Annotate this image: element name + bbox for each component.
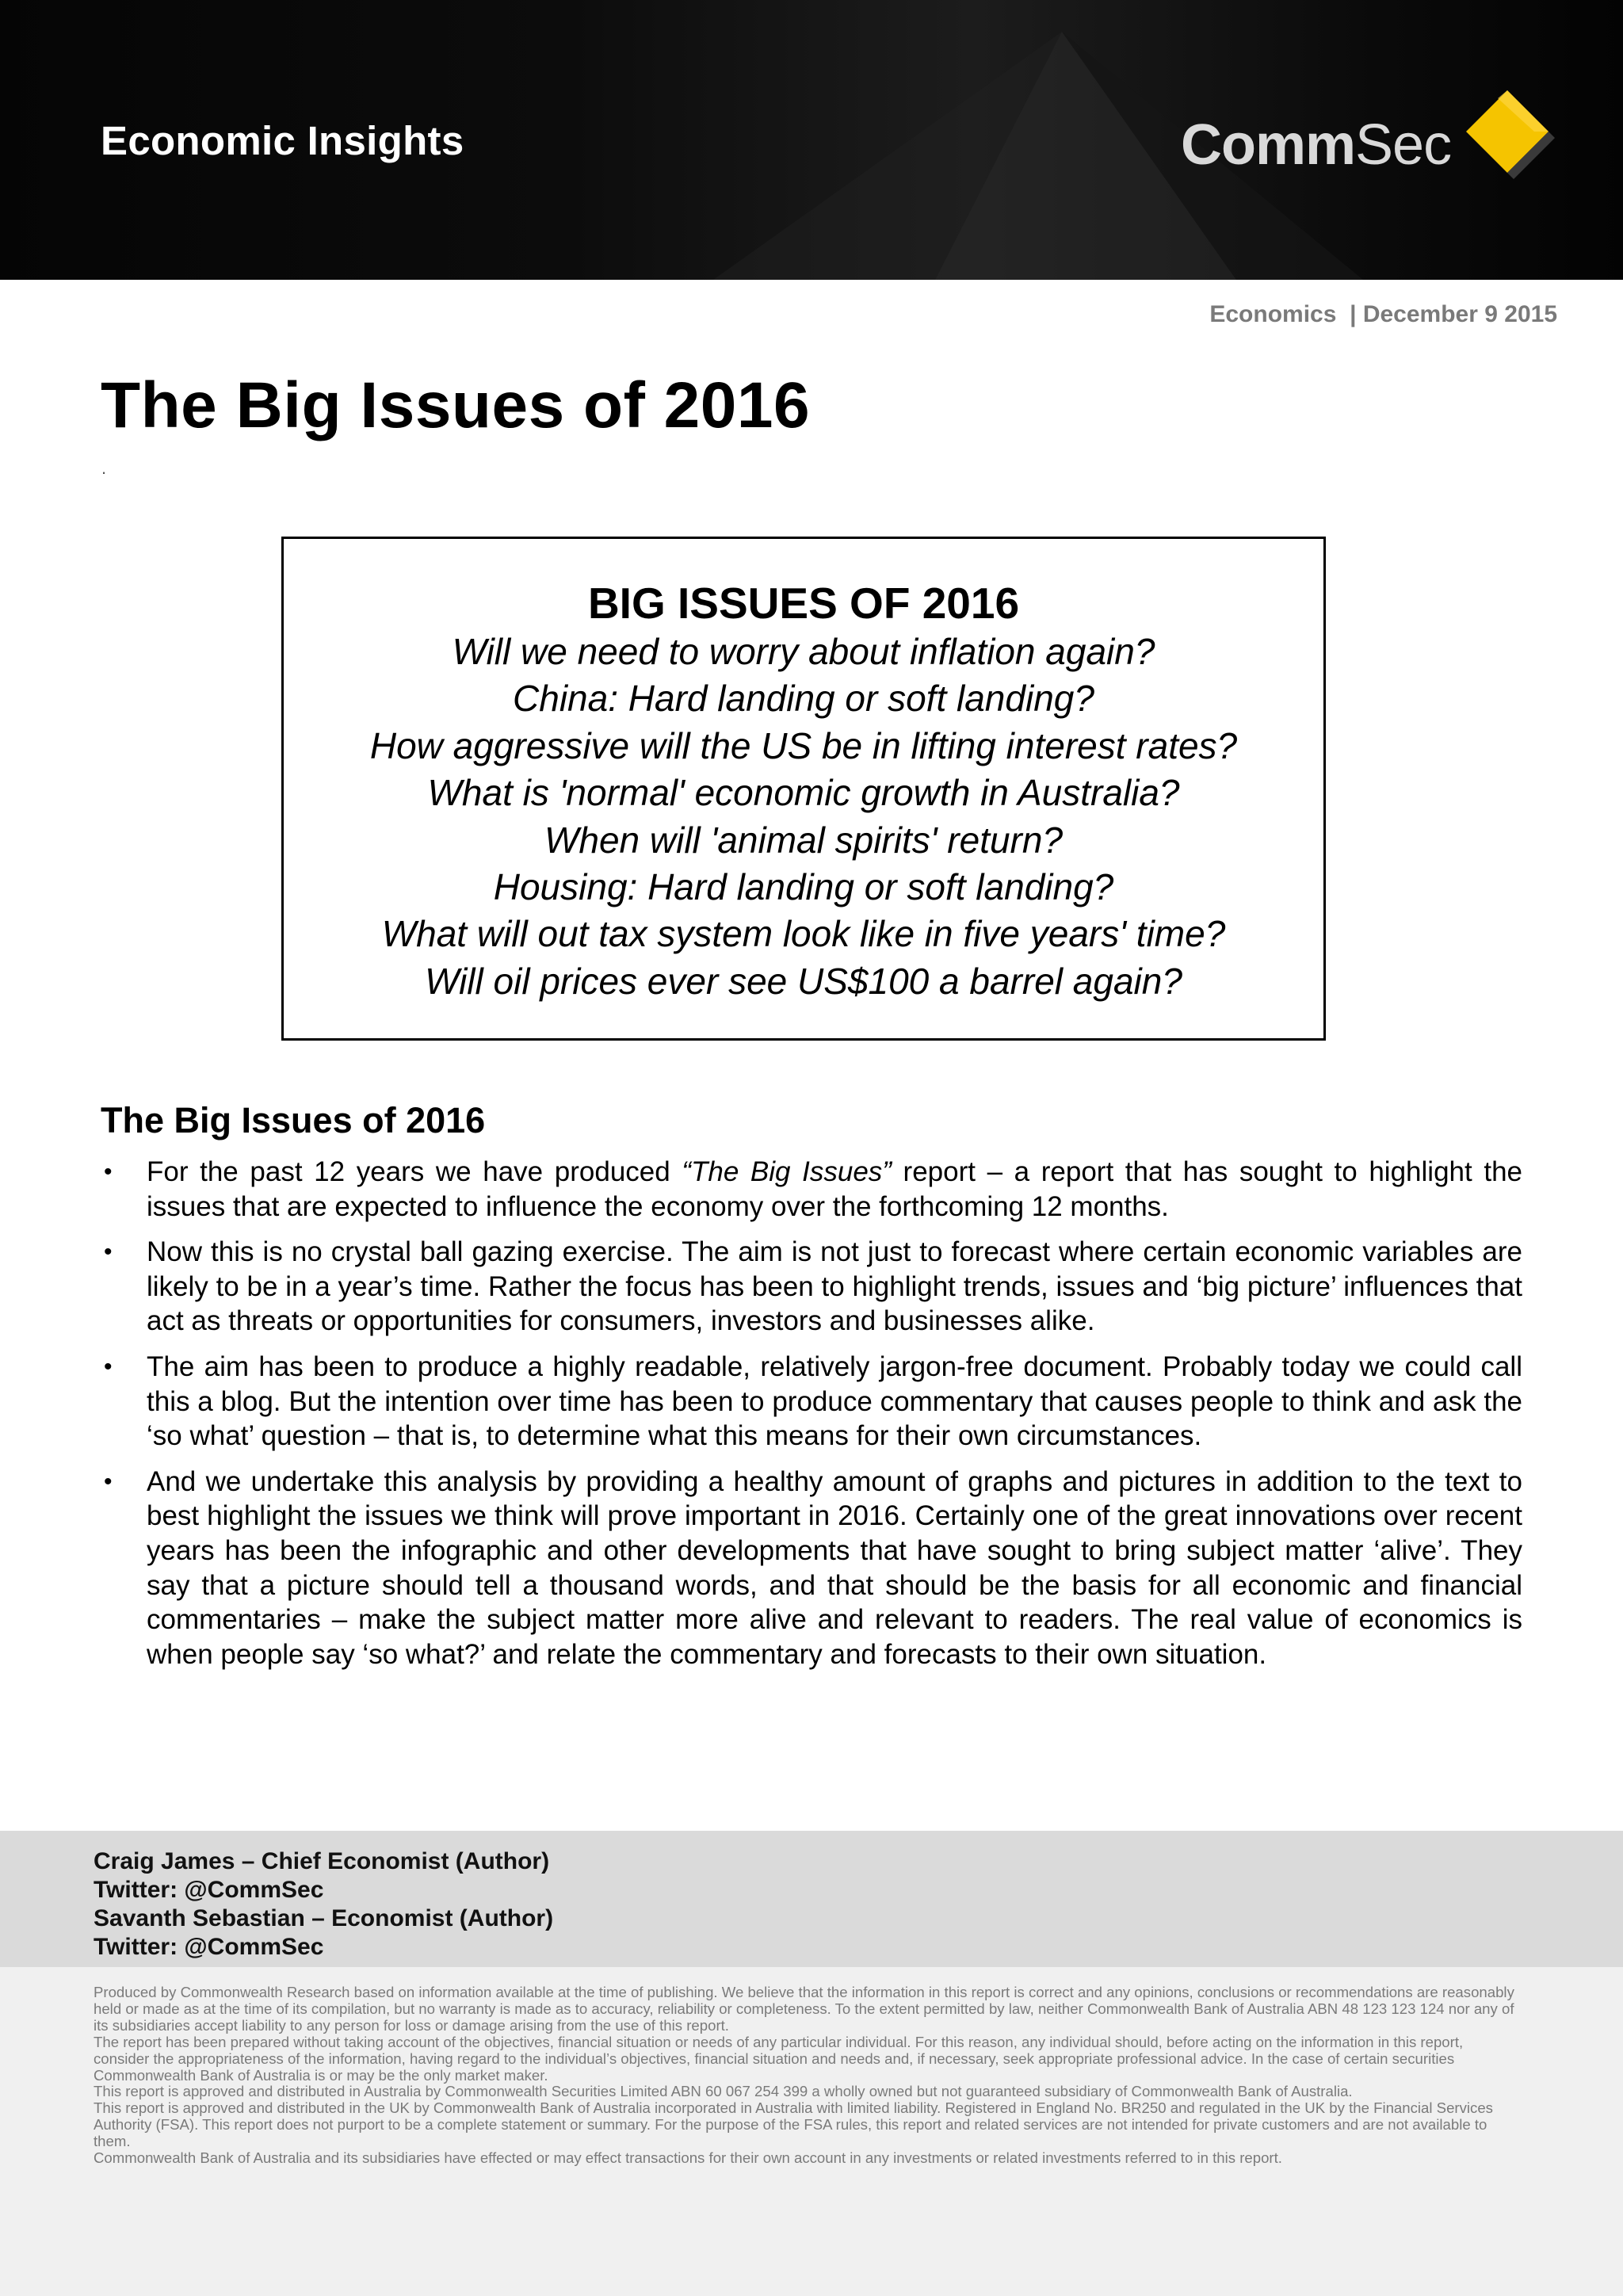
bullet-paragraph xyxy=(101,1350,1522,1454)
logo-word-comm: Comm xyxy=(1181,113,1356,177)
bullet-text-cont: report – a report that has sought to highlight the issues that are expected to influence the economy over the forthcoming 12 months. xyxy=(147,1156,1522,1222)
bullet-text: And we undertake this analysis by providing a healthy amount of graphs and pictures in addition to the text to best highlight the issues we think will prove important in 2016. Certainly one of the great innovations over recent years has been the infographic and other developments that have sought to bring subject matter ‘alive’. They say that a picture should tell a thousand words, and that should be the basis for all economic and financial commentaries – make the subject matter more alive and relevant to readers. The real value of economics is when people say ‘so what?’ and relate the commentary and forecasts to their own situation. xyxy=(147,1465,1522,1670)
bullet-icon: • xyxy=(104,1239,113,1266)
disclaimer-paragraph: Produced by Commonwealth Research based on information available at the time of publishing. We believe that the information in this report is correct and any opinions, conclusions or recommendations are reasonably held or made as at the time of its compilation, but no warranty is made as to accuracy, reliability or completeness. To the extent permitted by law, neither Commonwealth Bank of Australia ABN 48 123 123 124 nor any of its subsidiaries accept liability to any person for loss or damage arising from the use of this report. xyxy=(94,1984,1514,2034)
disclaimer-paragraph: This report is approved and distributed in Australia by Commonwealth Securities Limited ABN 60 067 254 399 a wholly owned but not guaranteed subsidiary of Commonwealth Bank of Australia. xyxy=(94,2083,1353,2100)
author-line: Savanth Sebastian – Economist (Author) xyxy=(94,1905,554,1931)
meta-separator: | xyxy=(1350,301,1357,327)
disclaimer-paragraph: This report is approved and distributed in the UK by Commonwealth Bank of Australia incorporated in Australia with limited liability. Registered in England No. BR250 and regulated in the UK by the Financial Services Authority (FSA). This report does not purport to be a complete statement or summary. For the purpose of the FSA rules, this report and related services are not intended for private customers and are not available to them. xyxy=(94,2099,1493,2150)
author-twitter: Twitter: @CommSec xyxy=(94,1934,324,1960)
bullet-paragraph xyxy=(101,1465,1522,1672)
big-issue-item: How aggressive will the US be in lifting interest rates? xyxy=(369,724,1238,766)
stray-mark: . xyxy=(101,458,107,478)
disclaimer xyxy=(94,1985,1520,2167)
bullet-text: For the past 12 years we have produced xyxy=(147,1156,682,1187)
report-meta xyxy=(1209,301,1557,328)
big-issues-heading: BIG ISSUES OF 2016 xyxy=(587,579,1020,628)
logo-wordmark xyxy=(1181,113,1451,178)
big-issue-item: Will we need to worry about inflation again? xyxy=(452,631,1155,672)
header-title: Economic Insights xyxy=(101,118,464,163)
big-issues-list xyxy=(284,628,1323,1005)
section-heading: The Big Issues of 2016 xyxy=(101,1100,486,1140)
author-line: Craig James – Chief Economist (Author) xyxy=(94,1848,550,1874)
big-issue-item: Will oil prices ever see US$100 a barrel again? xyxy=(425,960,1182,1002)
big-issue-item: When will 'animal spirits' return? xyxy=(544,819,1064,861)
big-issue-item: Housing: Hard landing or soft landing? xyxy=(493,866,1114,908)
report-name-emphasis: “The Big Issues” xyxy=(682,1156,892,1187)
bullet-paragraph xyxy=(101,1155,1522,1224)
big-issue-item: What is 'normal' economic growth in Australia? xyxy=(427,772,1180,814)
bullet-icon: • xyxy=(104,1159,113,1185)
commsec-logo xyxy=(1181,87,1561,190)
bullet-icon: • xyxy=(104,1468,113,1495)
page-title: The Big Issues of 2016 xyxy=(101,369,811,441)
bullet-text: Now this is no crystal ball gazing exercise. The aim is not just to forecast where certain economic variables are likely to be in a year’s time. Rather the focus has been to highlight trends, issues and ‘big picture’ influences that act as threats or opportunities for consumers, investors and businesses alike. xyxy=(147,1236,1522,1337)
report-category: Economics xyxy=(1209,301,1337,327)
report-date: December 9 2015 xyxy=(1362,301,1557,327)
commonwealth-diamond-icon xyxy=(1466,87,1561,182)
disclaimer-paragraph: The report has been prepared without taking account of the objectives, financial situation or needs of any particular individual. For this reason, any individual should, before acting on the information in this report, consider the appropriateness of the information, having regard to the individual’s objectives, financial situation and needs and, if necessary, seek appropriate professional advice. In the case of certain securities Commonwealth Bank of Australia is or may be the only market maker. xyxy=(94,2033,1464,2084)
bullet-paragraph xyxy=(101,1235,1522,1339)
disclaimer-paragraph: Commonwealth Bank of Australia and its subsidiaries have effected or may effect transactions for their own account in any investments or related investments referred to in this report. xyxy=(94,2149,1282,2167)
bullet-text: The aim has been to produce a highly readable, relatively jargon-free document. Probably today we could call this a blog. But the intention over time has been to produce commentary that causes people to think and ask the ‘so what’ question – that is, to determine what this means for their own circumstances. xyxy=(147,1350,1522,1452)
disclaimer-band xyxy=(0,1967,1623,2296)
big-issues-box xyxy=(281,537,1326,1041)
bullet-icon: • xyxy=(104,1353,113,1380)
big-issue-item: What will out tax system look like in five years' time? xyxy=(381,913,1226,955)
author-twitter: Twitter: @CommSec xyxy=(94,1877,324,1903)
header-banner xyxy=(0,0,1623,280)
logo-word-sec: Sec xyxy=(1355,113,1452,177)
section-bullet-list xyxy=(101,1155,1522,1683)
author-band xyxy=(0,1831,1623,1967)
big-issue-item: China: Hard landing or soft landing? xyxy=(513,678,1094,720)
